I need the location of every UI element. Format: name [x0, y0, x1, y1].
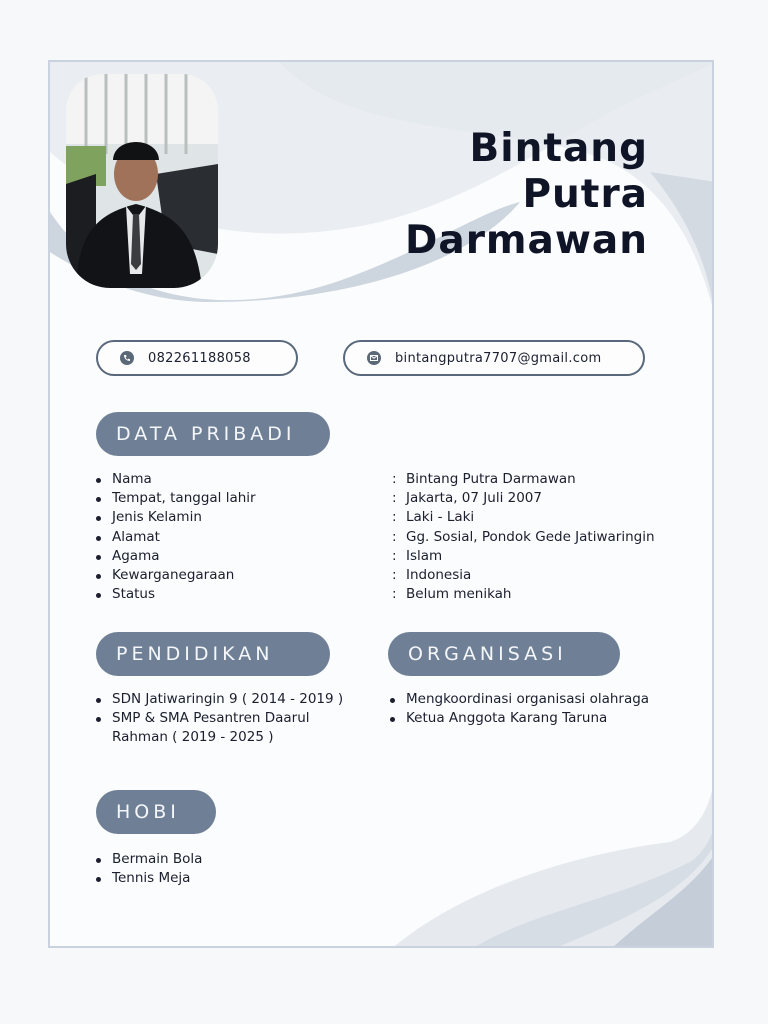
phone-number: 082261188058 [148, 350, 251, 366]
personal-value: Indonesia [406, 567, 472, 584]
education-item: SMP & SMA Pesantren Daarul Rahman ( 2019 - 2025 ) [96, 709, 360, 747]
hobby-list [96, 850, 202, 888]
personal-value-row: : Laki - Laki [392, 509, 475, 526]
personal-value-row: : Bintang Putra Darmawan [392, 471, 576, 487]
personal-values [392, 470, 655, 604]
personal-label: Agama [96, 547, 256, 566]
phone-pill[interactable] [96, 340, 298, 376]
organization-item: Mengkoordinasi organisasi olahraga [390, 690, 700, 709]
personal-labels [96, 470, 256, 604]
personal-value-row: : Gg. Sosial, Pondok Gede Jatiwaringin [392, 528, 655, 545]
personal-label: Status [96, 585, 256, 604]
personal-value: Laki - Laki [406, 509, 475, 526]
email-address: bintangputra7707@gmail.com [395, 350, 602, 366]
personal-value: Islam [406, 547, 443, 564]
education-list [96, 690, 360, 748]
organization-item: Ketua Anggota Karang Taruna [390, 709, 700, 728]
personal-value: Belum menikah [406, 586, 512, 603]
personal-value: Bintang Putra Darmawan [406, 471, 576, 487]
personal-label: Nama [96, 470, 256, 489]
personal-label: Jenis Kelamin [96, 508, 256, 527]
portrait-image [66, 74, 218, 288]
heading-organisasi: ORGANISASI [388, 632, 620, 676]
personal-label: Alamat [96, 528, 256, 547]
education-item: SDN Jatiwaringin 9 ( 2014 - 2019 ) [96, 690, 360, 709]
personal-label: Kewarganegaraan [96, 566, 256, 585]
personal-value: Jakarta, 07 Juli 2007 [406, 490, 542, 507]
organization-list [390, 690, 700, 728]
personal-value: Gg. Sosial, Pondok Gede Jatiwaringin [406, 528, 655, 545]
hobby-item: Tennis Meja [96, 869, 202, 888]
profile-photo [66, 74, 218, 288]
mail-icon [367, 351, 381, 365]
personal-value-row: : Jakarta, 07 Juli 2007 [392, 490, 542, 507]
name-line-3: Darmawan [405, 218, 648, 263]
resume-sheet [48, 60, 714, 948]
personal-label: Tempat, tanggal lahir [96, 489, 256, 508]
full-name [405, 126, 648, 264]
email-pill[interactable] [343, 340, 645, 376]
heading-pendidikan: PENDIDIKAN [96, 632, 330, 676]
hobby-item: Bermain Bola [96, 850, 202, 869]
personal-value-row: : Indonesia [392, 567, 472, 584]
heading-hobi: HOBI [96, 790, 216, 834]
personal-value-row: : Islam [392, 547, 443, 564]
name-line-1: Bintang [469, 126, 648, 171]
name-line-2: Putra [522, 172, 648, 217]
personal-value-row: : Belum menikah [392, 586, 512, 603]
heading-data-pribadi: DATA PRIBADI [96, 412, 330, 456]
phone-icon [120, 351, 134, 365]
